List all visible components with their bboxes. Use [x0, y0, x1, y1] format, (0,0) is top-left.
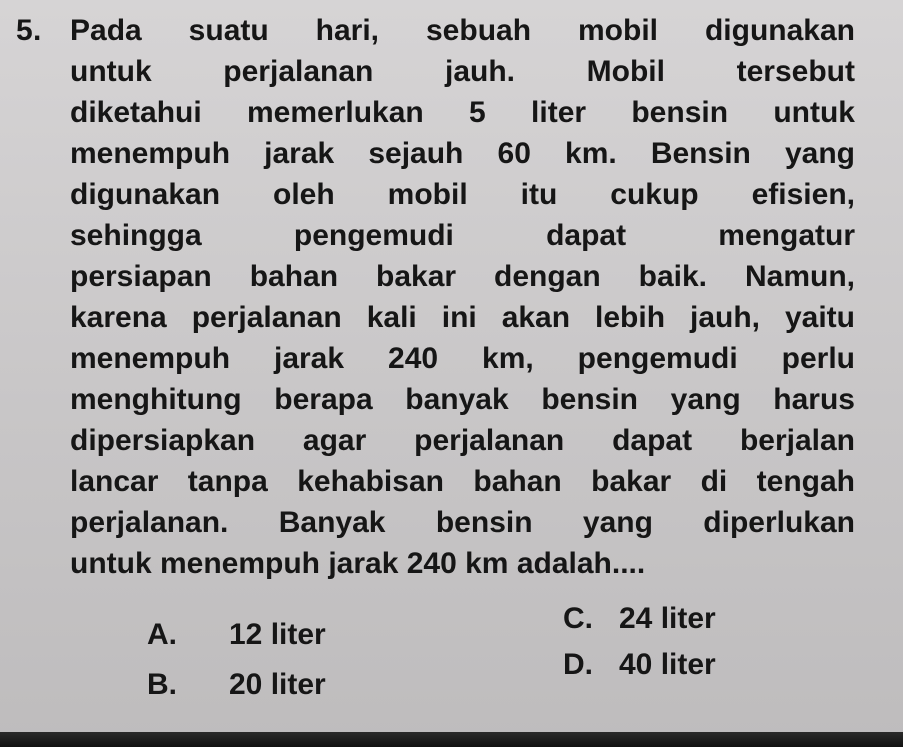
option-letter: B. — [147, 668, 177, 701]
question-line: menempuh jarak 240 km, pengemudi perlu — [70, 342, 855, 375]
question-line: persiapan bahan bakar dengan baik. Namun, — [70, 260, 855, 293]
option-d[interactable] — [563, 650, 716, 680]
question-number: 5. — [16, 14, 42, 47]
option-text: 12 liter — [229, 618, 326, 651]
option-a[interactable] — [147, 620, 326, 650]
question-line: untuk perjalanan jauh. Mobil tersebut — [70, 55, 855, 88]
question-line: Pada suatu hari, sebuah mobil digunakan — [70, 14, 855, 47]
option-c[interactable] — [563, 604, 716, 634]
question-line: diketahui memerlukan 5 liter bensin untuk — [70, 96, 855, 129]
option-text: 40 liter — [619, 648, 716, 681]
question-line: sehingga pengemudi dapat mengatur — [70, 219, 855, 252]
question-line: untuk menempuh jarak 240 km adalah.... — [70, 547, 646, 580]
option-b[interactable] — [147, 670, 326, 700]
question-line: menghitung berapa banyak bensin yang harus — [70, 383, 855, 416]
option-letter: C. — [563, 602, 593, 635]
page-edge-shadow — [0, 732, 903, 747]
question-line: digunakan oleh mobil itu cukup efisien, — [70, 178, 855, 211]
question-line: karena perjalanan kali ini akan lebih jauh, yaitu — [70, 301, 855, 334]
option-letter: A. — [147, 618, 177, 651]
option-letter: D. — [563, 648, 593, 681]
question-line: lancar tanpa kehabisan bahan bakar di tengah — [70, 465, 855, 498]
question-line: menempuh jarak sejauh 60 km. Bensin yang — [70, 137, 855, 170]
question-line: perjalanan. Banyak bensin yang diperlukan — [70, 506, 855, 539]
question-line: dipersiapkan agar perjalanan dapat berjalan — [70, 424, 855, 457]
option-text: 24 liter — [619, 602, 716, 635]
option-text: 20 liter — [229, 668, 326, 701]
